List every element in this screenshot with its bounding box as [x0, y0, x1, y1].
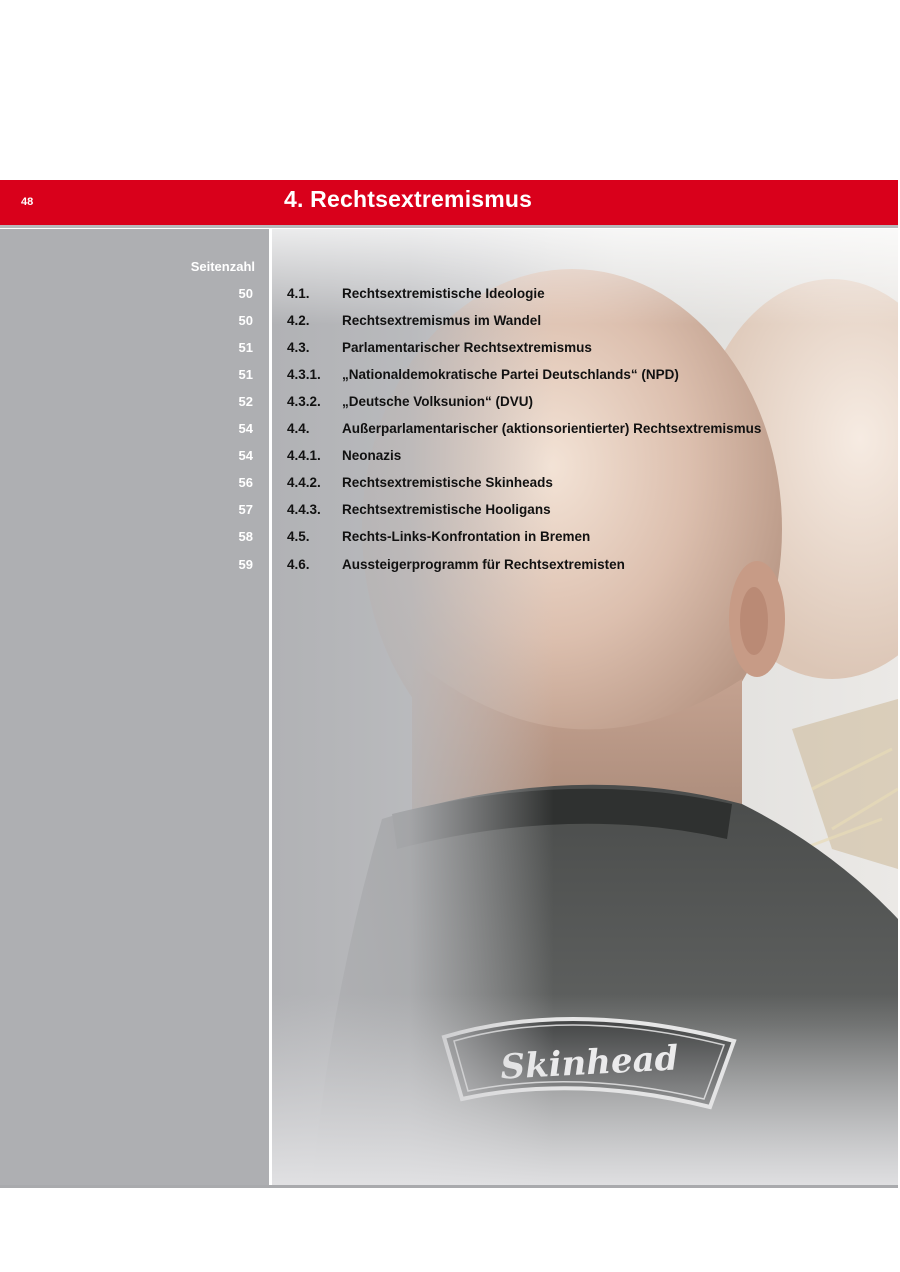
toc-entry-page: 51 — [238, 367, 253, 382]
toc-entry-number: 4.2. — [287, 313, 310, 328]
toc-entry — [0, 502, 898, 524]
toc-entry-page: 52 — [238, 394, 253, 409]
toc-entry-title: Parlamentarischer Rechtsextremismus — [342, 340, 592, 355]
toc-entry-number: 4.4.3. — [287, 502, 321, 517]
toc-entry — [0, 286, 898, 308]
toc-entry — [0, 367, 898, 389]
toc-entry — [0, 340, 898, 362]
toc-entry-title: Rechtsextremistische Hooligans — [342, 502, 551, 517]
chapter-title: 4. Rechtsextremismus — [284, 186, 533, 212]
toc-entry-page: 54 — [238, 421, 253, 436]
toc-entry-title: Rechtsextremistische Skinheads — [342, 475, 553, 490]
header-rule — [0, 225, 898, 228]
toc-entry — [0, 475, 898, 497]
toc-entry-number: 4.4.1. — [287, 448, 321, 463]
toc-entry-page: 50 — [238, 286, 253, 301]
toc-entry-page: 57 — [238, 502, 253, 517]
toc-entry-title: Neonazis — [342, 448, 402, 463]
toc-entry-number: 4.3. — [287, 340, 310, 355]
toc-entry-page: 51 — [238, 340, 253, 355]
toc-entry-number: 4.4. — [287, 421, 310, 436]
toc-entry-page: 54 — [238, 448, 253, 463]
toc-entry-number: 4.6. — [287, 557, 310, 572]
page-column-heading: Seitenzahl — [190, 259, 255, 274]
toc-entry-number: 4.4.2. — [287, 475, 321, 490]
toc-entry — [0, 394, 898, 416]
toc-entry-title: „Deutsche Volksunion“ (DVU) — [342, 394, 534, 409]
toc-entry-title: Rechts-Links-Konfrontation in Bremen — [342, 529, 591, 544]
toc-entry-title: Außerparlamentarischer (aktionsorientierter) Rechtsextremismus — [342, 421, 762, 436]
toc-entry-number: 4.5. — [287, 529, 310, 544]
toc-entry-number: 4.1. — [287, 286, 310, 301]
toc-entry — [0, 529, 898, 551]
toc-entry-title: Rechtsextremistische Ideologie — [342, 286, 545, 301]
page-number: 48 — [21, 196, 34, 208]
footer-rule — [0, 1185, 898, 1188]
toc-entry-title: Rechtsextremismus im Wandel — [342, 313, 542, 328]
toc-entry-page: 58 — [238, 529, 253, 544]
toc-entry — [0, 557, 898, 579]
toc-entry-page: 56 — [238, 475, 253, 490]
toc-entry-number: 4.3.2. — [287, 394, 321, 409]
toc-entry — [0, 313, 898, 335]
toc-entry-page: 59 — [238, 557, 253, 572]
toc-entry-title: „Nationaldemokratische Partei Deutschlands“ (NPD) — [342, 367, 679, 382]
toc-entry — [0, 448, 898, 470]
toc-entry-page: 50 — [238, 313, 253, 328]
toc-entry — [0, 421, 898, 443]
toc-entry-number: 4.3.1. — [287, 367, 321, 382]
toc-entry-title: Aussteigerprogramm für Rechtsextremisten — [342, 557, 625, 572]
